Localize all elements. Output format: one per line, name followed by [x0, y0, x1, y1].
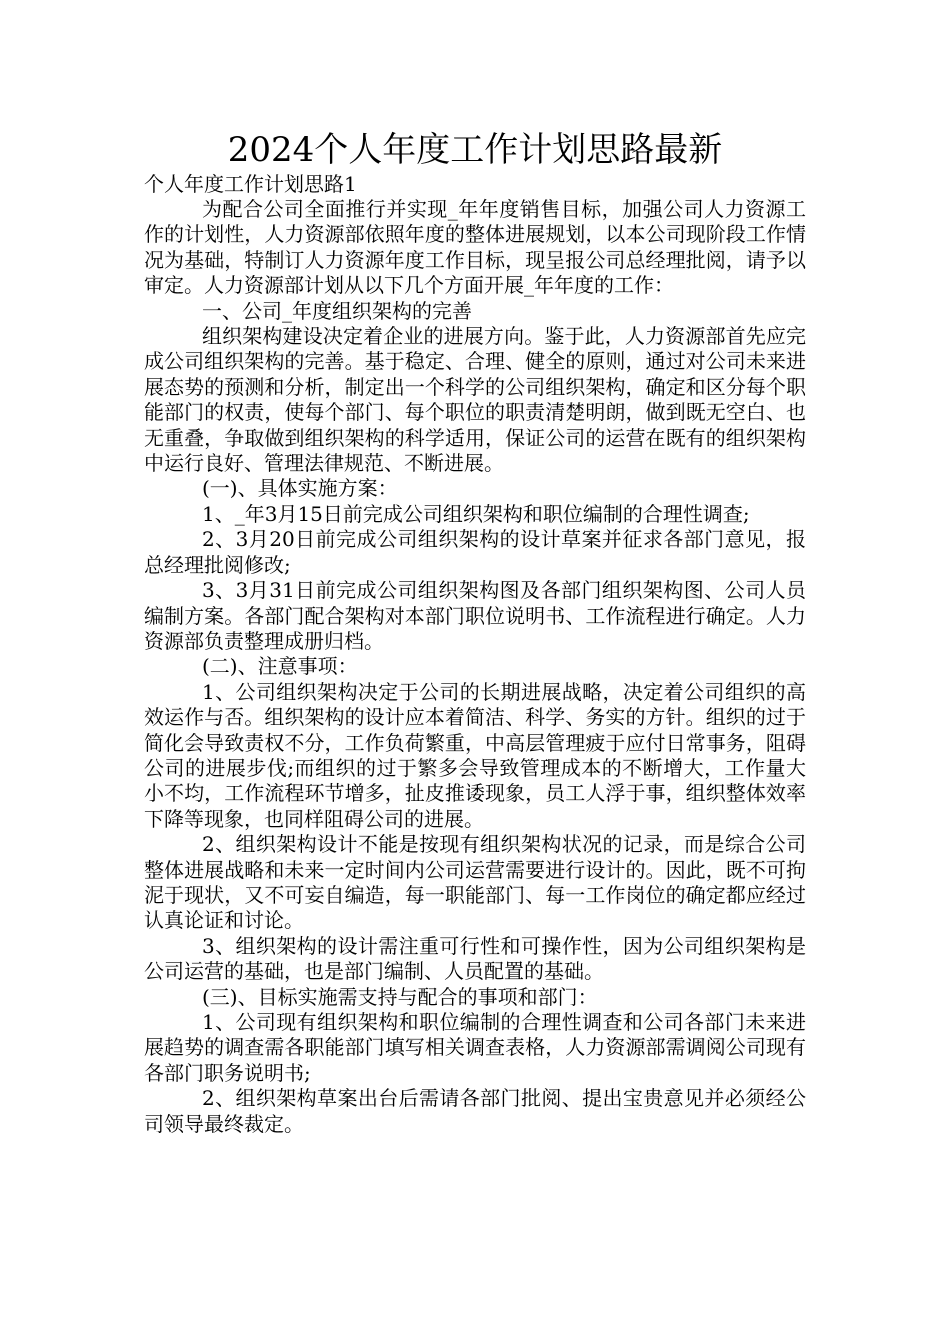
support-item-2: 2、组织架构草案出台后需请各部门批阅、提出宝贵意见并必须经公司领导最终裁定。 [144, 1086, 806, 1136]
section-heading-1: 一、公司_年度组织架构的完善 [202, 298, 472, 323]
subsection-heading-plan: (一)、具体实施方案： [202, 476, 398, 501]
plan-item-1: 1、_年3月15日前完成公司组织架构和职位编制的合理性调查; [202, 501, 750, 526]
plan-item-3: 3、3月31日前完成公司组织架构图及各部门组织架构图、公司人员编制方案。各部门配合架构对本部门职位说明书、工作流程进行确定。人力资源部负责整理成册归档。 [144, 578, 806, 653]
document-page [144, 128, 806, 1137]
document-subtitle: 个人年度工作计划思路1 [144, 172, 357, 196]
subsection-heading-support: (三)、目标实施需支持与配合的事项和部门： [202, 984, 598, 1009]
note-item-1: 1、公司组织架构决定于公司的长期进展战略，决定着公司组织的高效运作与否。组织架构的设计应本着简洁、科学、务实的方针。组织的过于简化会导致责权不分，工作负荷繁重，中高层管理疲于应付日常事务，阻碍公司的进展步伐;而组织的过于繁多会导致管理成本的不断增大，工作量大小不均，工作流程环节增多，扯皮推诿现象，员工人浮于事，组织整体效率下降等现象，也同样阻碍公司的进展。 [144, 679, 806, 831]
support-item-1: 1、公司现有组织架构和职位编制的合理性调查和公司各部门未来进展趋势的调查需各职能部门填写相关调查表格，人力资源部需调阅公司现有各部门职务说明书; [144, 1010, 806, 1085]
paragraph-intro: 为配合公司全面推行并实现_年年度销售目标，加强公司人力资源工作的计划性，人力资源部依照年度的整体进展规划，以本公司现阶段工作情况为基础，特制订人力资源年度工作目标，现呈报公司总经理批阅，请予以审定。人力资源部计划从以下几个方面开展_年年度的工作： [144, 197, 806, 298]
note-item-3: 3、组织架构的设计需注重可行性和可操作性，因为公司组织架构是公司运营的基础，也是部门编制、人员配置的基础。 [144, 933, 806, 984]
subsection-heading-notes: (二)、注意事项： [202, 654, 358, 679]
paragraph-org-structure: 组织架构建设决定着企业的进展方向。鉴于此，人力资源部首先应完成公司组织架构的完善。基于稳定、合理、健全的原则，通过对公司未来进展态势的预测和分析，制定出一个科学的公司组织架构，确定和区分每个职能部门的权责，使每个部门、每个职位的职责清楚明朗，做到既无空白、也无重叠，争取做到组织架构的科学适用，保证公司的运营在既有的组织架构中运行良好、管理法律规范、不断进展。 [144, 324, 806, 476]
document-title: 2024个人年度工作计划思路最新 [227, 130, 723, 170]
plan-item-2: 2、3月20日前完成公司组织架构的设计草案并征求各部门意见，报总经理批阅修改; [144, 527, 806, 577]
note-item-2: 2、组织架构设计不能是按现有组织架构状况的记录，而是综合公司整体进展战略和未来一定时间内公司运营需要进行设计的。因此，既不可拘泥于现状，又不可妄自编造，每一职能部门、每一工作岗位的确定都应经过认真论证和讨论。 [144, 832, 806, 933]
